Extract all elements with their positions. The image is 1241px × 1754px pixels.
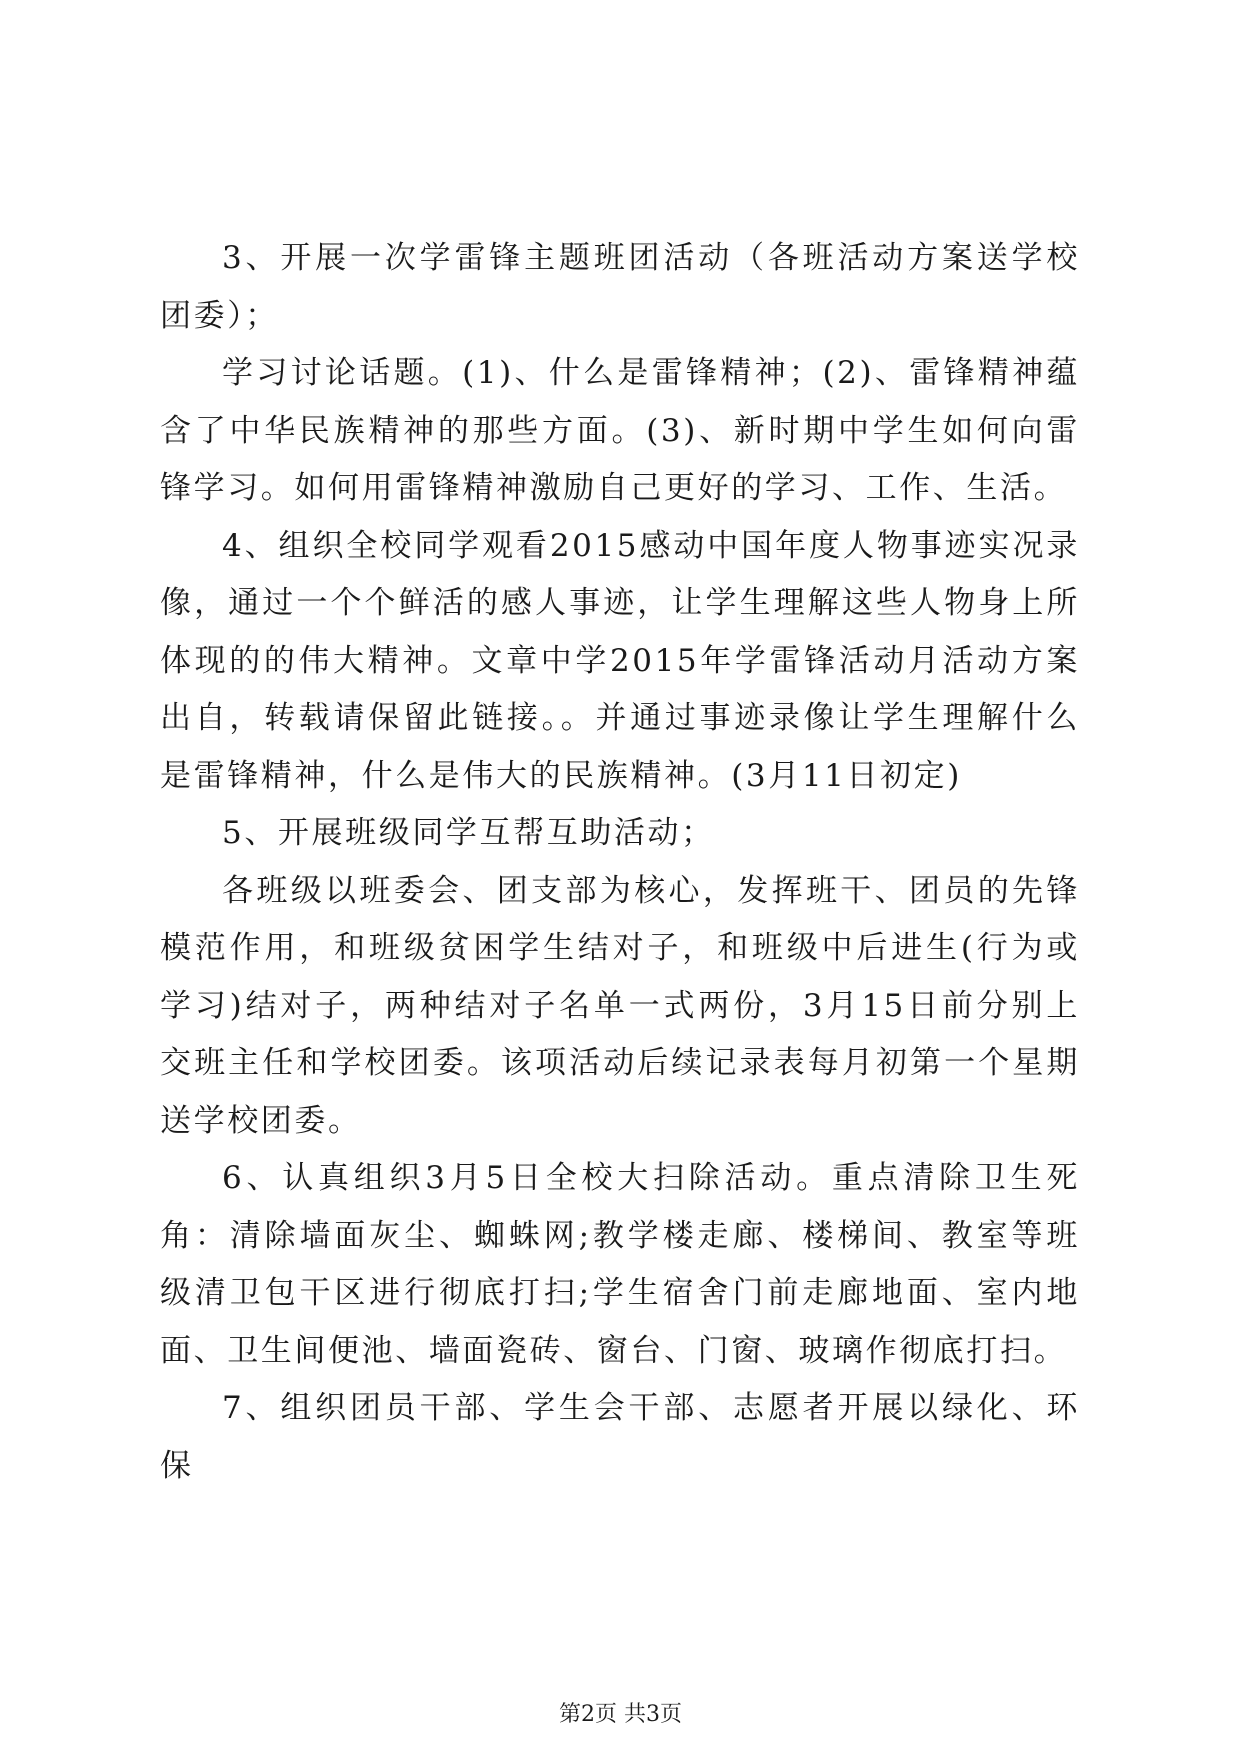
paragraph-item-4: 4、组织全校同学观看2015感动中国年度人物事迹实况录像，通过一个个鲜活的感人事迹，让学生理解这些人物身上所体现的的伟大精神。文章中学2015年学雷锋活动月活动方案出自，转载请保留此链接。。并通过事迹录像让学生理解什么是雷锋精神，什么是伟大的民族精神。(3月11日初定) [160,527,1080,794]
paragraph-item-5: 5、开展班级同学互帮互助活动； [222,815,715,851]
paragraph-item-3: 3、开展一次学雷锋主题班团活动（各班活动方案送学校团委）； [160,240,1080,334]
paragraph-item-6: 6、认真组织3月5日全校大扫除活动。重点清除卫生死角：清除墙面灰尘、蜘蛛网;教学楼走廊、楼梯间、教室等班级清卫包干区进行彻底打扫;学生宿舍门前走廊地面、室内地面、卫生间便池、墙面瓷砖、窗台、门窗、玻璃作彻底打扫。 [160,1160,1080,1369]
page-number-footer: 第2页 共3页 [559,1702,682,1727]
paragraph-item-7: 7、组织团员干部、学生会干部、志愿者开展以绿化、环保 [160,1390,1080,1484]
paragraph-discussion-topics: 学习讨论话题。(1)、什么是雷锋精神；(2)、雷锋精神蕴含了中华民族精神的那些方面。(3)、新时期中学生如何向雷锋学习。如何用雷锋精神激励自己更好的学习、工作、生活。 [160,355,1080,506]
document-body [160,230,1080,1495]
paragraph-class-pairing: 各班级以班委会、团支部为核心，发挥班干、团员的先锋模范作用，和班级贫困学生结对子，和班级中后进生(行为或学习)结对子，两种结对子名单一式两份，3月15日前分别上交班主任和学校团委。该项活动后续记录表每月初第一个星期送学校团委。 [160,872,1080,1139]
